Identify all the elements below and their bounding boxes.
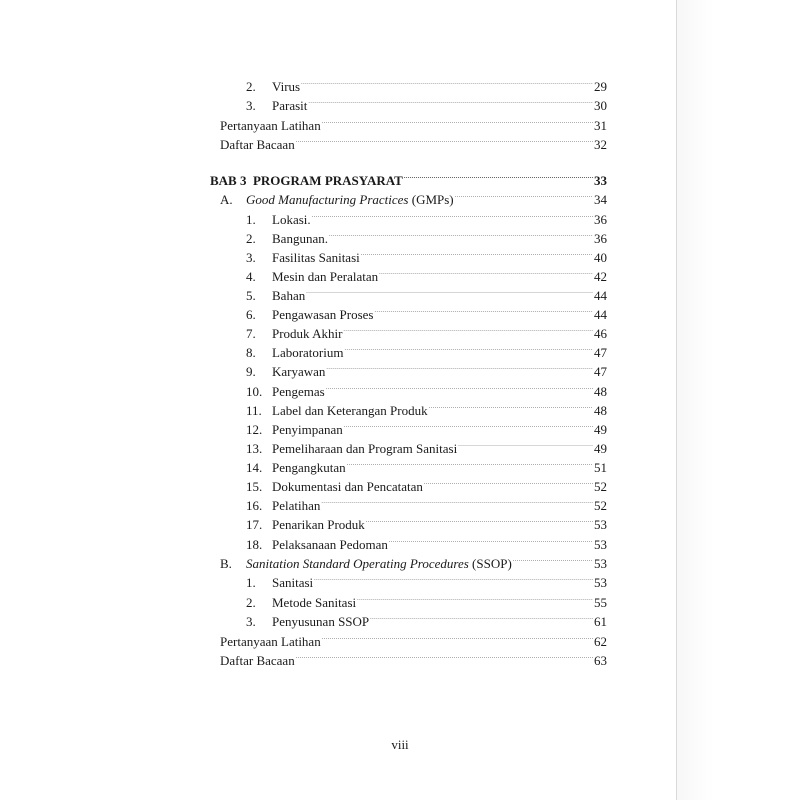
toc-entry-page: 49 bbox=[594, 422, 607, 437]
toc-entry-daftar-bacaan-2[interactable] bbox=[220, 652, 607, 670]
toc-entry-page: 52 bbox=[594, 498, 607, 513]
toc-entry-label: Lokasi. bbox=[272, 212, 311, 227]
toc-section-page: 53 bbox=[594, 556, 607, 571]
toc-entry-page: 32 bbox=[594, 137, 607, 152]
toc-entry-number: 6. bbox=[246, 307, 256, 322]
toc-entry-label: Laboratorium bbox=[272, 345, 344, 360]
toc-entry-number: 2. bbox=[246, 79, 256, 94]
toc-entry-number: 2. bbox=[246, 231, 256, 246]
toc-entry-number: 11. bbox=[246, 403, 262, 418]
toc-entry-label: Virus bbox=[272, 79, 301, 94]
toc-entry-page: 29 bbox=[594, 79, 607, 94]
toc-entry-page: 46 bbox=[594, 326, 607, 341]
toc-entry-daftar-bacaan[interactable] bbox=[220, 136, 607, 154]
toc-section-label-italic: Good Manufacturing Practices bbox=[246, 192, 409, 207]
toc-entry-label: Pertanyaan Latihan bbox=[220, 634, 321, 649]
toc-entry-label: Pertanyaan Latihan bbox=[220, 118, 321, 133]
toc-section-letter: B. bbox=[220, 556, 232, 571]
toc-entry-label: Mesin dan Peralatan bbox=[272, 269, 379, 284]
dot-leader bbox=[296, 645, 593, 670]
toc-entry-number: 9. bbox=[246, 364, 256, 379]
toc-entry-page: 48 bbox=[594, 403, 607, 418]
toc-entry-label: Pemeliharaan dan Program Sanitasi bbox=[272, 441, 458, 456]
toc-entry-label: Pelatihan bbox=[272, 498, 321, 513]
toc-entry-page: 44 bbox=[594, 307, 607, 322]
toc-section-letter: A. bbox=[220, 192, 233, 207]
toc-entry-number: 14. bbox=[246, 460, 263, 475]
toc-section-page: 34 bbox=[594, 192, 607, 207]
toc-entry-number: 12. bbox=[246, 422, 263, 437]
toc-entry-page: 55 bbox=[594, 595, 607, 610]
toc-entry-number: 17. bbox=[246, 517, 263, 532]
toc-entry-page: 61 bbox=[594, 614, 607, 629]
toc-entry-label: Pengawasan Proses bbox=[272, 307, 374, 322]
toc-entry-label: Bangunan. bbox=[272, 231, 328, 246]
toc-entry-number: 2. bbox=[246, 595, 256, 610]
page-edge bbox=[676, 0, 677, 800]
toc-entry-number: 18. bbox=[246, 537, 263, 552]
page-number: viii bbox=[391, 737, 409, 752]
toc-entry-page: 36 bbox=[594, 231, 607, 246]
toc-entry-page: 40 bbox=[594, 250, 607, 265]
toc-entry-label: Produk Akhir bbox=[272, 326, 343, 341]
toc-entry-number: 16. bbox=[246, 498, 263, 513]
toc-entry-number: 1. bbox=[246, 212, 256, 227]
toc-entry-number: 3. bbox=[246, 614, 256, 629]
toc-entry-label: Penarikan Produk bbox=[272, 517, 365, 532]
toc-entry-page: 47 bbox=[594, 364, 607, 379]
toc-entry-page: 36 bbox=[594, 212, 607, 227]
toc-entry-number: 13. bbox=[246, 441, 263, 456]
toc-chapter-label: BAB 3 PROGRAM PRASYARAT bbox=[210, 173, 403, 188]
toc-entry-number: 10. bbox=[246, 384, 263, 399]
adjacent-page bbox=[677, 0, 800, 800]
toc-entry-label: Fasilitas Sanitasi bbox=[272, 250, 360, 265]
toc-entry-label: Daftar Bacaan bbox=[220, 653, 295, 668]
toc-entry-page: 52 bbox=[594, 479, 607, 494]
toc-entry-page: 47 bbox=[594, 345, 607, 360]
toc-entry-page: 31 bbox=[594, 118, 607, 133]
toc-entry-label: Dokumentasi dan Pencatatan bbox=[272, 479, 423, 494]
toc-entry-page: 51 bbox=[594, 460, 607, 475]
toc-entry-label: Label dan Keterangan Produk bbox=[272, 403, 428, 418]
toc-entry-number: 3. bbox=[246, 250, 256, 265]
toc-entry-number: 5. bbox=[246, 288, 256, 303]
toc-entry-page: 49 bbox=[594, 441, 607, 456]
dot-leader bbox=[296, 129, 593, 154]
toc-entry-label: Pengangkutan bbox=[272, 460, 346, 475]
toc-entry-label: Pelaksanaan Pedoman bbox=[272, 537, 388, 552]
toc-entry-number: 1. bbox=[246, 575, 256, 590]
toc-entry-page: 62 bbox=[594, 634, 607, 649]
toc-entry-page: 44 bbox=[594, 288, 607, 303]
toc-entry-page: 63 bbox=[594, 653, 607, 668]
toc-entry-page: 53 bbox=[594, 517, 607, 532]
toc-entry-number: 3. bbox=[246, 98, 256, 113]
toc-entry-page: 42 bbox=[594, 269, 607, 284]
toc-entry-label: Karyawan bbox=[272, 364, 326, 379]
toc-entry-label: Bahan bbox=[272, 288, 306, 303]
toc-section-label-rest: (GMPs) bbox=[408, 192, 454, 207]
toc-entry-label: Metode Sanitasi bbox=[272, 595, 357, 610]
toc-entry-label: Pengemas bbox=[272, 384, 325, 399]
toc-entry-page: 30 bbox=[594, 98, 607, 113]
toc-entry-page: 53 bbox=[594, 575, 607, 590]
toc-section-label-rest: (SSOP) bbox=[468, 556, 512, 571]
toc-entry-page: 48 bbox=[594, 384, 607, 399]
toc-entry-number: 7. bbox=[246, 326, 256, 341]
toc-entry-page: 53 bbox=[594, 537, 607, 552]
toc-entry-label: Parasit bbox=[272, 98, 308, 113]
toc-entry-label: Sanitasi bbox=[272, 575, 314, 590]
toc-entry-label: Penyusunan SSOP bbox=[272, 614, 370, 629]
toc-entry-number: 15. bbox=[246, 479, 263, 494]
toc-entry-label: Penyimpanan bbox=[272, 422, 343, 437]
toc-entry-number: 8. bbox=[246, 345, 256, 360]
toc-chapter-page: 33 bbox=[594, 173, 607, 188]
toc-entry-number: 4. bbox=[246, 269, 256, 284]
toc-entry-label: Daftar Bacaan bbox=[220, 137, 295, 152]
toc-section-label-italic: Sanitation Standard Operating Procedures bbox=[246, 556, 469, 571]
